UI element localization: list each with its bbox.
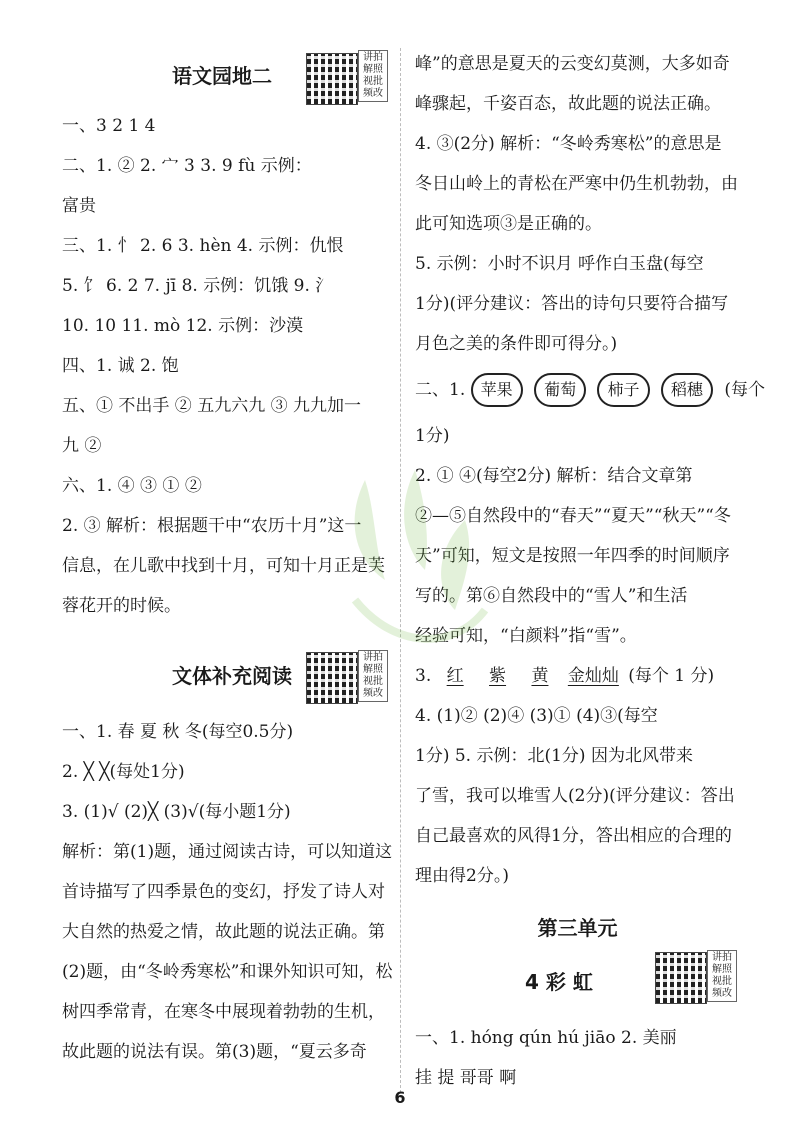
color-answer: 金灿灿 <box>567 666 619 686</box>
section-title-yuwen-yuandi: 语文园地二 <box>172 64 272 88</box>
answer-line: 一、1. 春 夏 秋 冬(每空0.5分) <box>62 722 294 742</box>
score-note: (每个 <box>724 380 765 400</box>
color-answer: 黄 <box>531 666 549 686</box>
unit-title: 第三单元 <box>537 916 618 940</box>
answer-line: 峰”的意思是夏天的云变幻莫测，大多如奇 <box>415 54 730 74</box>
circled-answer: 稻穗 <box>661 373 713 407</box>
answer-line: 故此题的说法有误。第(3)题，“夏云多奇 <box>62 1042 367 1062</box>
section-header-1 <box>62 38 387 106</box>
circled-answer: 葡萄 <box>534 373 586 407</box>
answer-line: 此可知选项③是正确的。 <box>415 214 602 234</box>
score-note: (每个 1 分) <box>628 666 715 686</box>
answer-line: 二、1. ② 2. 宀 3 3. 9 fù 示例： <box>62 156 312 176</box>
answer-line: 四、1. 诚 2. 饱 <box>62 356 179 376</box>
answer-line: 5. 饣 6. 2 7. jī 8. 示例：饥饿 9. 氵 <box>62 276 333 296</box>
answer-line: 1分) 5. 示例：北(1分) 因为北风带来 <box>415 746 693 766</box>
qr-label: 讲拍 解照 视批 频改 <box>707 950 737 1002</box>
circled-answer: 苹果 <box>471 373 523 407</box>
page-number: 6 <box>394 1088 406 1107</box>
answer-line: 三、1. 忄 2. 6 3. hèn 4. 示例：仇恨 <box>62 236 344 256</box>
question-number: 二、1. <box>415 380 466 400</box>
answer-line: 月色之美的条件即可得分。) <box>415 334 618 354</box>
lesson-title: 4 彩 虹 <box>525 970 593 994</box>
answer-line: 五、① 不出手 ② 五九六九 ③ 九九加一 <box>62 396 362 416</box>
answer-line: 1分)(评分建议：答出的诗句只要符合描写 <box>415 294 729 314</box>
answer-line: 经验可知，“白颜料”指“雪”。 <box>415 626 637 646</box>
answer-line: 解析：第(1)题，通过阅读古诗，可以知道这 <box>62 842 393 862</box>
answer-line: 蓉花开的时候。 <box>62 596 181 616</box>
qr-label: 讲拍 解照 视批 频改 <box>358 650 388 702</box>
circled-answer: 柿子 <box>597 373 649 407</box>
answer-line: 天”可知，短文是按照一年四季的时间顺序 <box>415 546 730 566</box>
answer-line: 2. ① ④(每空2分) 解析：结合文章第 <box>415 466 693 486</box>
color-answer: 红 <box>446 666 464 686</box>
circled-answers-line <box>415 364 765 416</box>
answer-line: 峰骤起，千姿百态，故此题的说法正确。 <box>415 94 721 114</box>
answer-line: 自己最喜欢的风得1分，答出相应的合理的 <box>415 826 732 846</box>
answer-line: 首诗描写了四季景色的变幻，抒发了诗人对 <box>62 882 385 902</box>
answer-line: 树四季常青，在寒冬中展现着勃勃的生机， <box>62 1002 385 1022</box>
answer-line: 写的。第⑥自然段中的“雪人”和生活 <box>415 586 688 606</box>
answer-line: 了雪，我可以堆雪人(2分)(评分建议：答出 <box>415 786 735 806</box>
answer-line: 信息，在儿歌中找到十月，可知十月正是芙 <box>62 556 385 576</box>
answer-line: 大自然的热爱之情，故此题的说法正确。第 <box>62 922 385 942</box>
answer-line: 1分) <box>415 426 450 446</box>
answer-line: 2. ╳ ╳(每处1分) <box>62 762 185 782</box>
answer-line: 富贵 <box>62 196 96 216</box>
qr-code-icon[interactable] <box>306 53 358 105</box>
answer-line: 4. (1)② (2)④ (3)① (4)③(每空 <box>415 706 658 726</box>
answer-line: 一、1. hóng qún hú jiāo 2. 美丽 <box>415 1028 677 1048</box>
answer-line: 4. ③(2分) 解析：“冬岭秀寒松”的意思是 <box>415 134 722 154</box>
answer-line: 5. 示例：小时不识月 呼作白玉盘(每空 <box>415 254 704 274</box>
answer-line: 理由得2分。) <box>415 866 509 886</box>
answer-line: 挂 提 哥哥 啊 <box>415 1068 517 1088</box>
lesson-header <box>415 948 740 1018</box>
answer-line: 冬日山岭上的青松在严寒中仍生机勃勃，由 <box>415 174 738 194</box>
qr-code-icon[interactable] <box>655 952 707 1004</box>
watermark-leaf-icon <box>325 460 505 680</box>
question-number: 3. <box>415 666 432 686</box>
answer-line: 2. ③ 解析：根据题干中“农历十月”这一 <box>62 516 362 536</box>
section-title-wenti-reading: 文体补充阅读 <box>172 664 292 688</box>
answer-line: 六、1. ④ ③ ① ② <box>62 476 202 496</box>
answer-line: ②—⑤自然段中的“春天”“夏天”“秋天”“冬 <box>415 506 731 526</box>
answer-line: 九 ② <box>62 436 102 456</box>
answer-line: (2)题，由“冬岭秀寒松”和课外知识可知，松 <box>62 962 393 982</box>
answer-line: 一、3 2 1 4 <box>62 116 156 136</box>
answer-line: 3. (1)√ (2)╳ (3)√(每小题1分) <box>62 802 291 822</box>
color-answer: 紫 <box>489 666 507 686</box>
answer-line: 10. 10 11. mò 12. 示例：沙漠 <box>62 316 304 336</box>
qr-label: 讲拍 解照 视批 频改 <box>358 50 388 102</box>
